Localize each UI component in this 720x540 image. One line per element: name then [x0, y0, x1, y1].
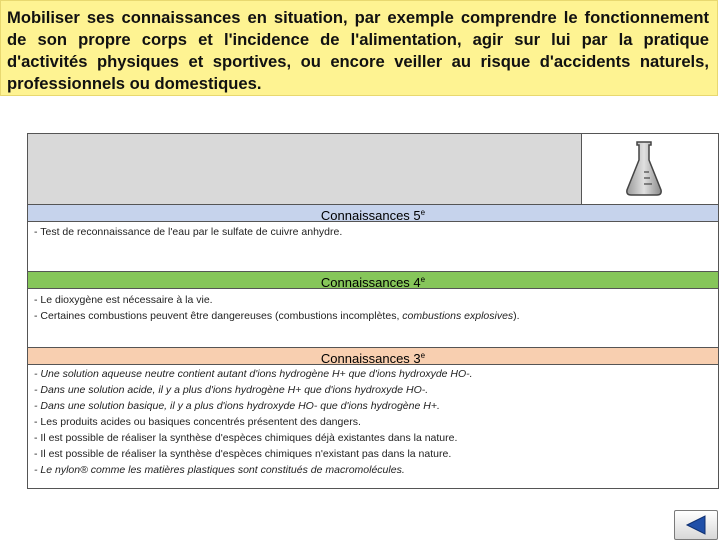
table-header-icon-cell: [582, 134, 718, 204]
content-line: - Le dioxygène est nécessaire à la vie.: [34, 294, 213, 306]
content-line: - Il est possible de réaliser la synthèse d'espèces chimiques déjà existantes dans la nature.: [34, 432, 458, 444]
section-content-4e: [34, 292, 520, 324]
table-header-cell: [28, 134, 582, 204]
section-header-5e: [28, 204, 718, 222]
content-segment: ).: [513, 310, 520, 322]
section-title-4e: Connaissances 4: [320, 275, 421, 290]
content-line: - Le nylon® comme les matières plastiques sont constitués de macromolécules.: [34, 464, 405, 476]
back-arrow-icon: [685, 515, 707, 535]
content-line: - Une solution aqueuse neutre contient autant d'ions hydrogène H+ que d'ions hydroxyde HO-.: [34, 368, 473, 380]
content-segment: - Certaines combustions peuvent être dangereuses (combustions incomplètes,: [34, 310, 403, 322]
section-title-5e-sup: e: [420, 208, 426, 217]
section-content-5e: [34, 224, 342, 240]
content-line: - Il est possible de réaliser la synthèse d'espèces chimiques n'existant pas dans la nature.: [34, 448, 452, 460]
content-line-mixed: [34, 308, 520, 324]
content-line: - Test de reconnaissance de l'eau par le sulfate de cuivre anhydre.: [34, 226, 343, 238]
erlenmeyer-flask-icon: [624, 140, 664, 198]
section-title-3e: Connaissances 3: [320, 351, 421, 366]
section-header-3e: [28, 347, 718, 365]
content-segment-italic: combustions explosives: [402, 310, 514, 322]
objective-banner: [0, 0, 718, 96]
knowledge-table: [27, 133, 719, 489]
content-line: - Les produits acides ou basiques concentrés présentent des dangers.: [34, 416, 361, 428]
section-header-4e: [28, 271, 718, 289]
content-line: - Dans une solution basique, il y a plus d'ions hydroxyde HO- que d'ions hydrogène H+.: [34, 400, 440, 412]
section-title-3e-sup: e: [420, 351, 426, 360]
back-button[interactable]: [674, 510, 718, 540]
section-title-5e: Connaissances 5: [320, 208, 421, 223]
content-line: - Dans une solution acide, il y a plus d'ions hydrogène H+ que d'ions hydroxyde HO-.: [34, 384, 429, 396]
section-content-3e: [34, 366, 473, 478]
objective-text: Mobiliser ses connaissances en situation, par exemple comprendre le fonctionnement de son propre corps et l'incidence de l'alimentation, agir sur lui par la pratique d'activités physiques et sportives, ou encore veiller au risque d'accidents naturels, professionnels ou domestiques.: [7, 8, 709, 93]
section-title-4e-sup: e: [420, 275, 426, 284]
